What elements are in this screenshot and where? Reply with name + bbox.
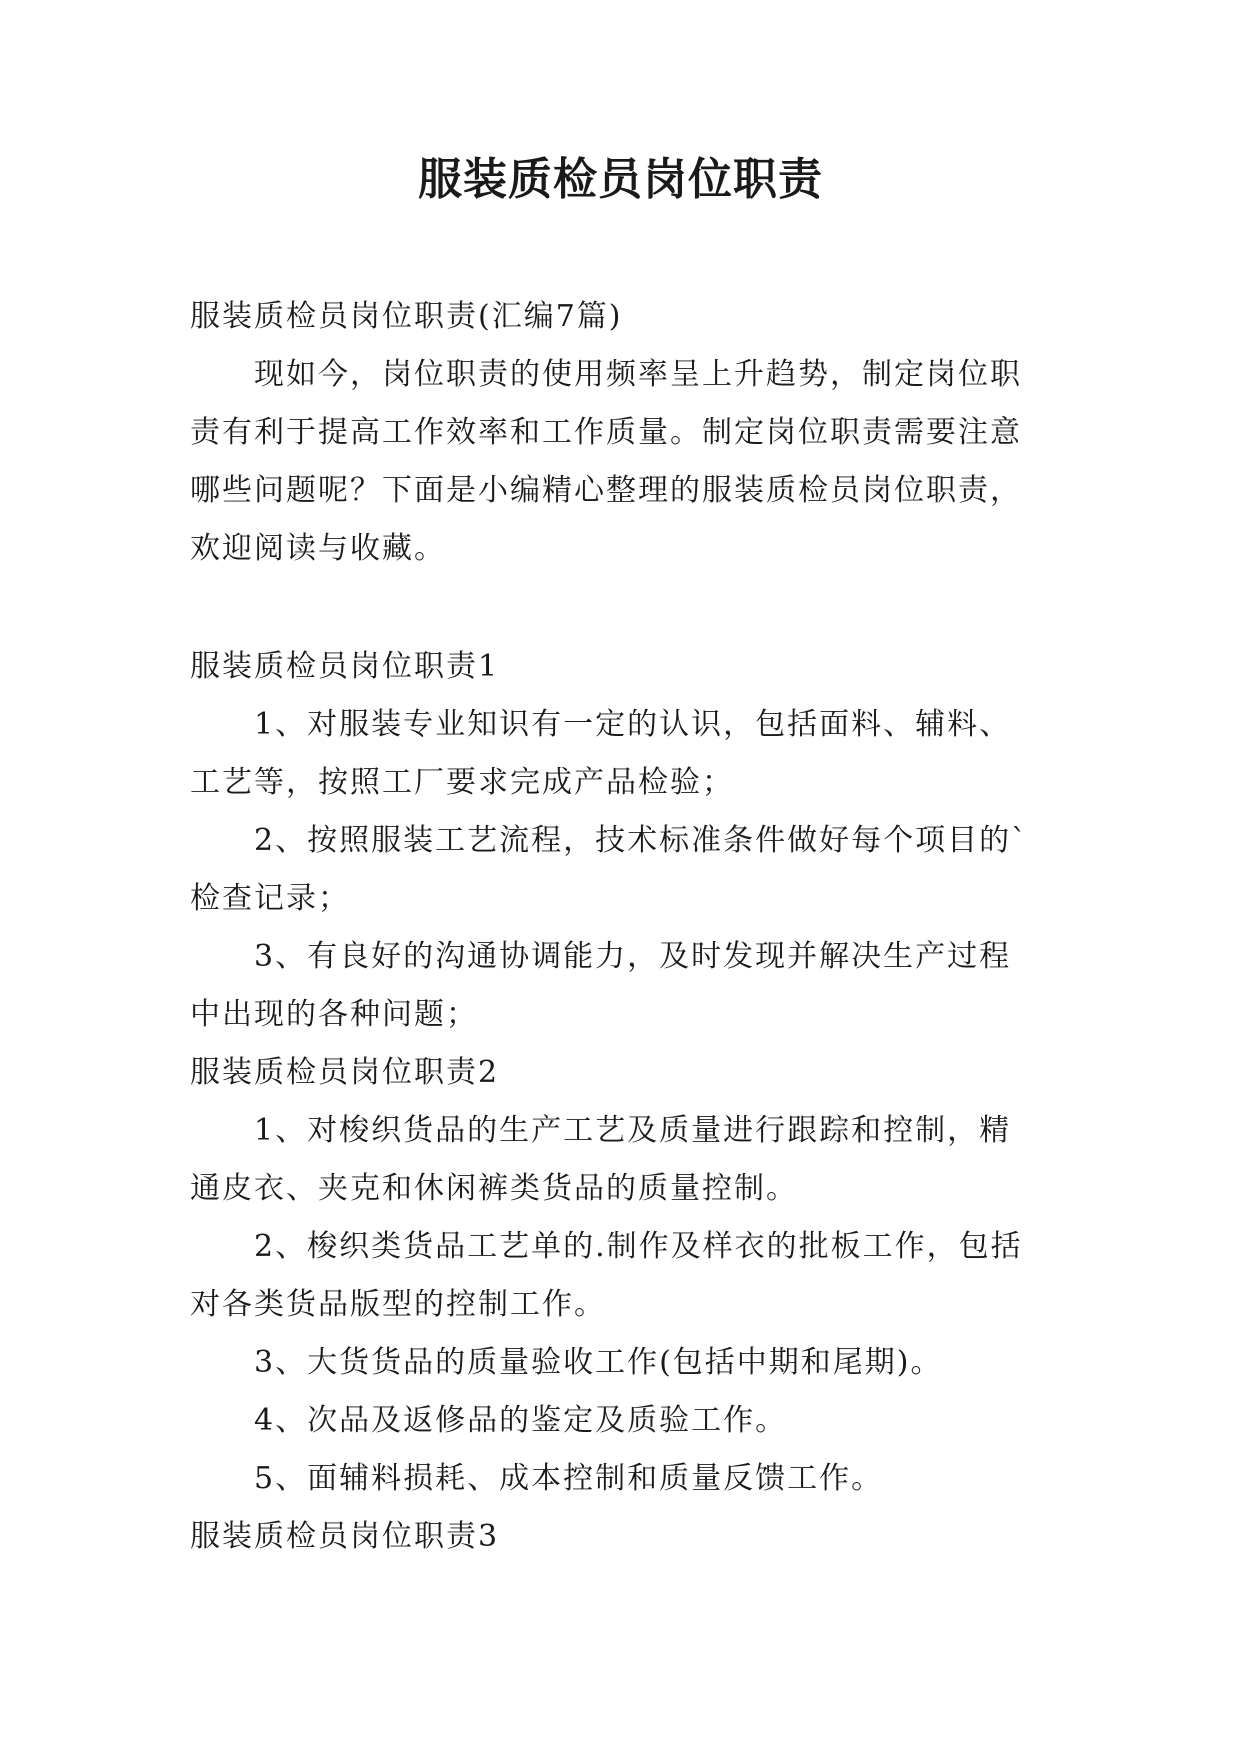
intro-subtitle: 服装质检员岗位职责(汇编7篇) xyxy=(190,299,623,334)
section1-line: 工艺等，按照工厂要求完成产品检验； xyxy=(190,765,734,800)
section1-line: 中出现的各种问题； xyxy=(190,997,478,1032)
intro-paragraph-line: 责有利于提高工作效率和工作质量。制定岗位职责需要注意 xyxy=(190,415,1022,450)
section1-line: 检查记录； xyxy=(190,881,350,916)
section-spacer xyxy=(190,578,1062,638)
section1-line: 3、有良好的沟通协调能力，及时发现并解决生产过程 xyxy=(254,939,1012,974)
section1-line: 2、按照服装工艺流程，技术标准条件做好每个项目的` xyxy=(254,823,1029,858)
section2-line: 对各类货品版型的控制工作。 xyxy=(190,1287,606,1322)
section2-line: 1、对梭织货品的生产工艺及质量进行跟踪和控制，精 xyxy=(254,1113,1012,1148)
intro-paragraph-line: 哪些问题呢？下面是小编精心整理的服装质检员岗位职责， xyxy=(190,473,1022,508)
intro-paragraph-line: 欢迎阅读与收藏。 xyxy=(190,531,446,566)
document-body xyxy=(190,288,1062,1566)
section1-line: 1、对服装专业知识有一定的认识，包括面料、辅料、 xyxy=(254,707,1012,742)
section2-line: 3、大货货品的质量验收工作(包括中期和尾期)。 xyxy=(254,1345,943,1380)
section2-line: 4、次品及返修品的鉴定及质验工作。 xyxy=(254,1403,788,1438)
section-heading-1: 服装质检员岗位职责1 xyxy=(190,649,500,684)
section-heading-3: 服装质检员岗位职责3 xyxy=(190,1519,500,1554)
section2-line: 5、面辅料损耗、成本控制和质量反馈工作。 xyxy=(254,1461,884,1496)
section2-line: 2、梭织类货品工艺单的.制作及样衣的批板工作，包括 xyxy=(254,1229,1023,1264)
intro-paragraph-line: 现如今，岗位职责的使用频率呈上升趋势，制定岗位职 xyxy=(254,357,1022,392)
section2-line: 通皮衣、夹克和休闲裤类货品的质量控制。 xyxy=(190,1171,798,1206)
section-heading-2: 服装质检员岗位职责2 xyxy=(190,1055,500,1090)
document-title: 服装质检员岗位职责 xyxy=(418,154,823,205)
